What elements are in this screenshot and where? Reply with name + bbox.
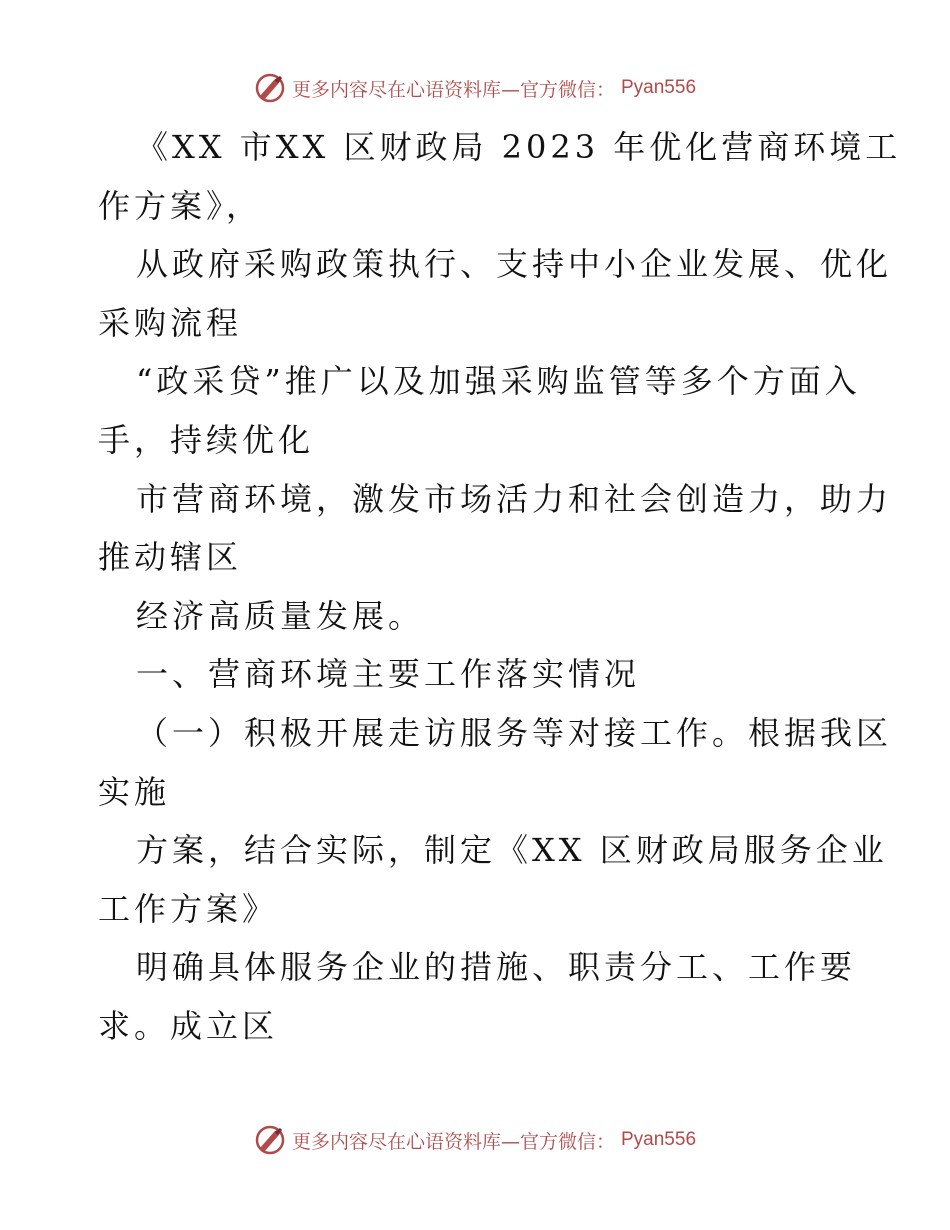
watermark-text: 更多内容尽在心语资料库—官方微信： — [291, 1130, 615, 1153]
watermark-id: Pyan556 — [621, 1129, 697, 1150]
document-line: 市营商环境，激发市场活力和社会创造力，助力 — [136, 479, 893, 518]
document-body — [98, 118, 902, 1056]
document-line: 手，持续优化 — [98, 420, 315, 459]
pen-logo-icon — [254, 72, 286, 104]
document-line: 求。成立区 — [98, 1006, 279, 1045]
document-line: （一）积极开展走访服务等对接工作。根据我区 — [136, 713, 893, 752]
document-line: 实施 — [98, 772, 171, 811]
document-line: “政采贷”推广以及加强采购监管等多个方面入 — [136, 362, 861, 401]
document-line: 《XX 市XX 区财政局 2023 年优化营商环境工 — [136, 128, 902, 166]
document-line: 方案，结合实际，制定《XX 区财政局服务企业 — [136, 831, 888, 870]
pen-logo-icon — [254, 1124, 286, 1156]
document-line: 推动辖区 — [98, 538, 243, 577]
document-line: 采购流程 — [98, 303, 243, 342]
watermark-id: Pyan556 — [621, 77, 697, 98]
document-line: 一、营商环境主要工作落实情况 — [136, 655, 641, 694]
header-watermark — [0, 72, 950, 104]
footer-watermark — [0, 1124, 950, 1156]
document-line: 工作方案》 — [98, 889, 279, 928]
document-line: 作方案》， — [98, 186, 263, 225]
document-line: 明确具体服务企业的措施、职责分工、工作要 — [136, 948, 857, 987]
document-line: 从政府采购政策执行、支持中小企业发展、优化 — [136, 245, 893, 284]
watermark-text: 更多内容尽在心语资料库—官方微信： — [291, 78, 615, 101]
document-line: 经济高质量发展。 — [136, 596, 425, 635]
